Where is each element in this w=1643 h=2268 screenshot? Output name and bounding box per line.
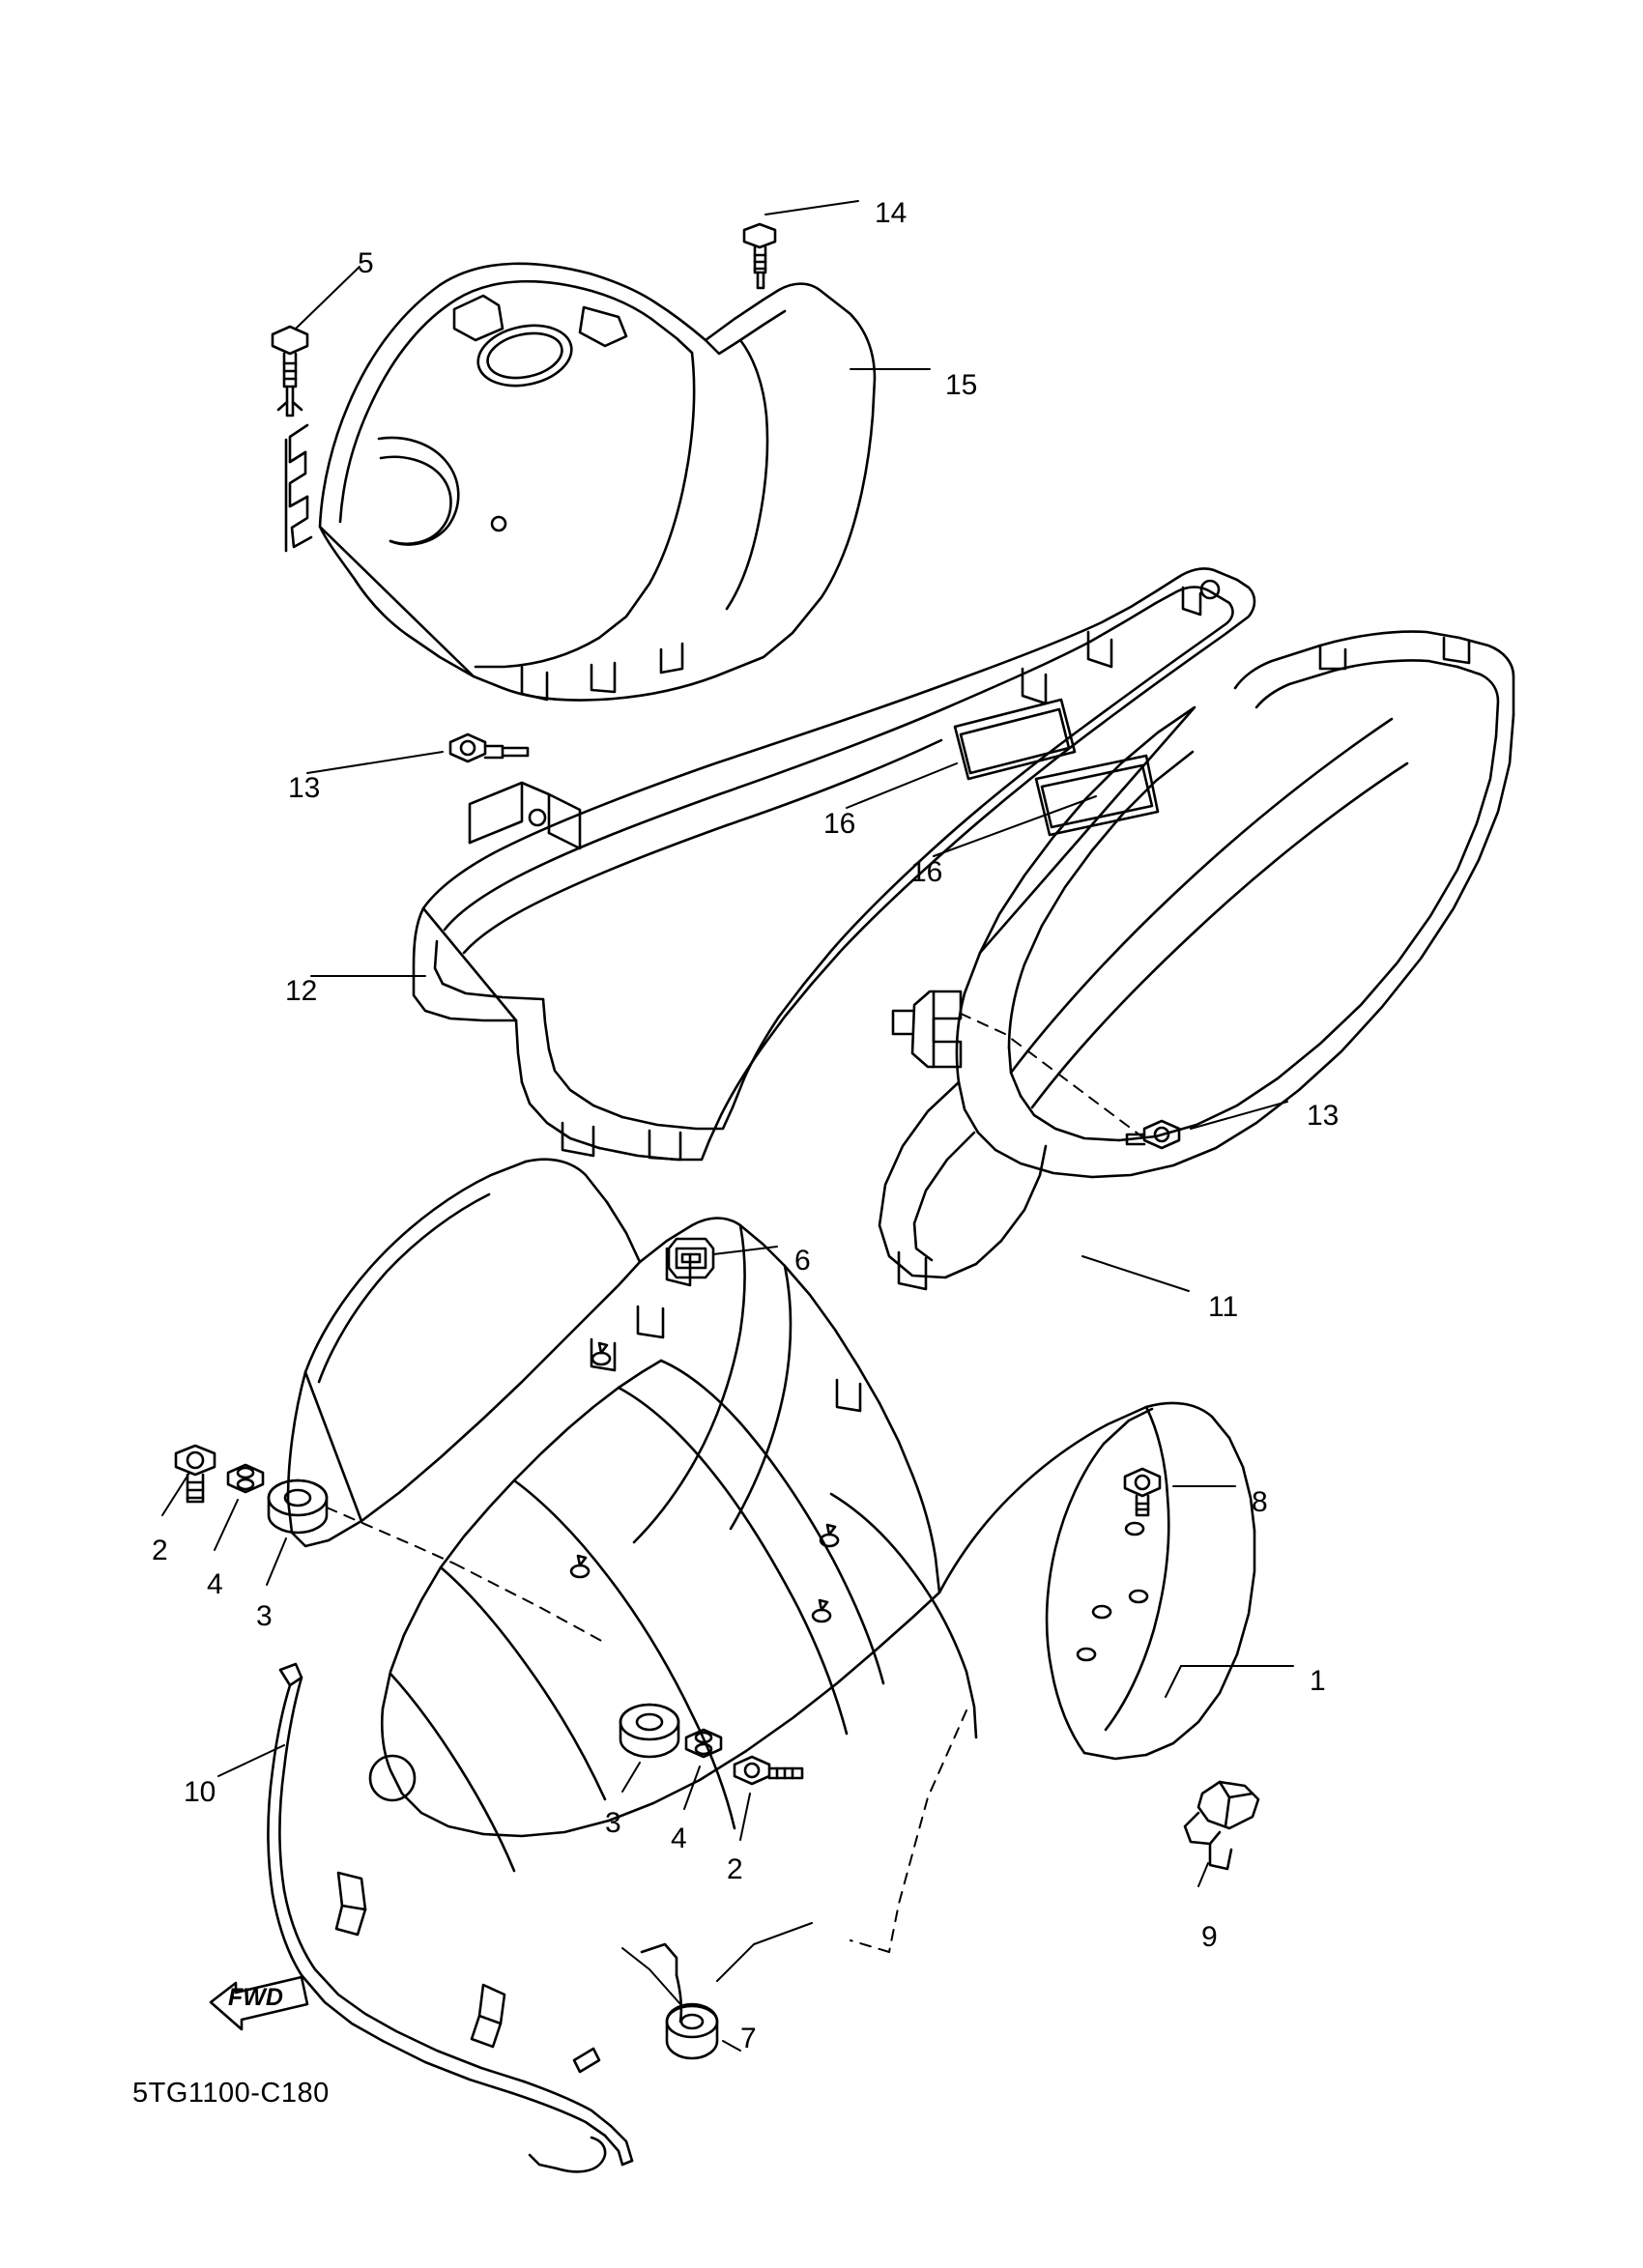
callout-2-lower: 2 (727, 1853, 743, 1885)
callout-12: 12 (285, 975, 318, 1007)
callout-16-lower: 16 (910, 856, 943, 888)
callout-3-lower: 3 (605, 1807, 621, 1839)
callout-14: 14 (875, 197, 908, 229)
callout-16-upper: 16 (823, 808, 856, 840)
callout-8: 8 (1252, 1486, 1268, 1518)
callout-13-right: 13 (1307, 1100, 1340, 1132)
callout-4-upper: 4 (207, 1568, 223, 1600)
callout-4-lower: 4 (671, 1823, 687, 1854)
callout-2-upper: 2 (152, 1535, 168, 1566)
callout-13-upper-left: 13 (288, 772, 321, 804)
callout-6: 6 (794, 1245, 811, 1277)
callout-3-upper: 3 (256, 1600, 273, 1632)
callout-7: 7 (740, 2023, 757, 2054)
callout-11: 11 (1208, 1291, 1239, 1323)
drawing-part-number: 5TG1100-C180 (132, 2078, 330, 2109)
callout-9: 9 (1201, 1921, 1218, 1953)
callout-10: 10 (184, 1776, 216, 1808)
fwd-direction-label: FWD (228, 1984, 283, 2011)
callout-15: 15 (945, 369, 978, 401)
callout-1: 1 (1310, 1665, 1326, 1697)
callout-5: 5 (358, 247, 374, 279)
